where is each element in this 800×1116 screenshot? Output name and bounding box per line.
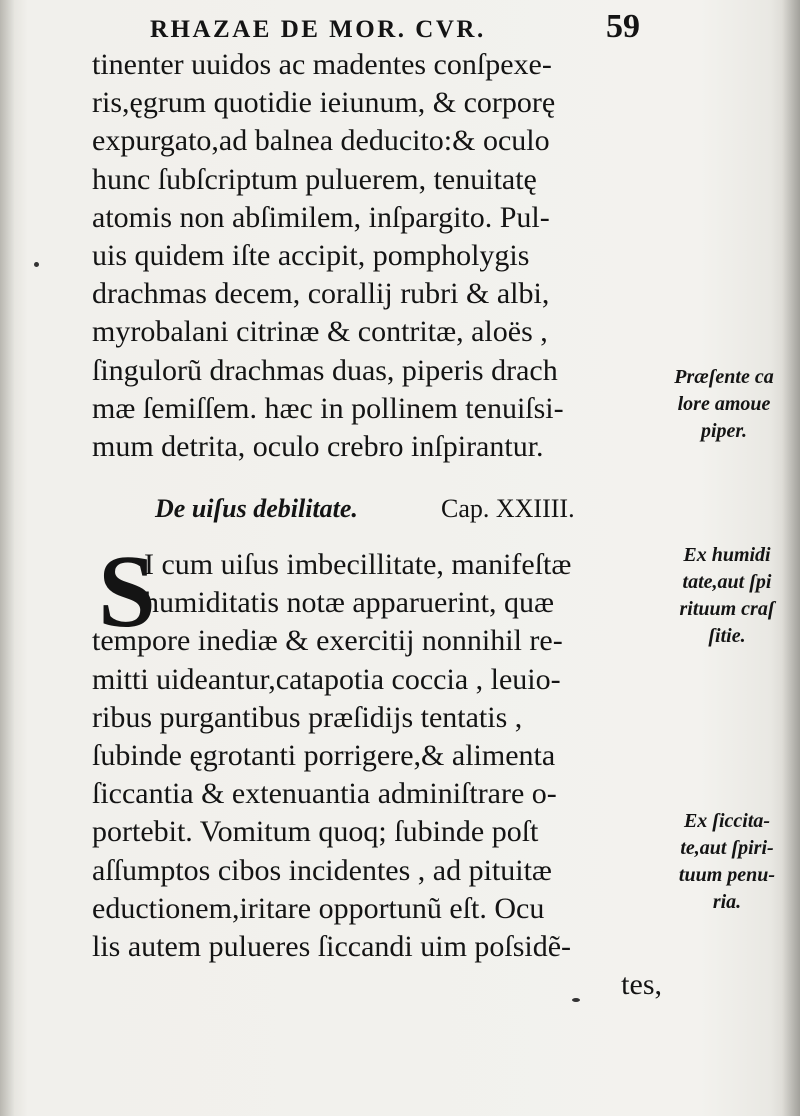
text-line: ſiccantia & extenuantia adminiſtrare o-	[92, 777, 557, 811]
chapter-heading	[155, 494, 615, 530]
running-title: RHAZAE DE MOR. CVR.	[150, 16, 486, 43]
marginal-note-1	[662, 364, 786, 445]
running-header	[150, 6, 660, 50]
marginal-line: Præſente ca	[674, 366, 774, 388]
text-line: mitti uideantur,catapotia coccia , leuio-	[92, 662, 561, 696]
marginal-line: tate,aut ſpi	[682, 571, 772, 593]
text-line: humiditatis notæ apparuerint, quæ	[144, 586, 554, 620]
marginal-line: tuum penu-	[678, 864, 776, 886]
marginal-note-3	[666, 808, 788, 916]
text-line: ſingulorũ drachmas duas, piperis drach	[92, 353, 558, 387]
text-line: atomis non abſimilem, inſpargito. Pul-	[92, 200, 550, 234]
marginal-note-2	[666, 542, 788, 650]
marginal-line: ſitie.	[708, 625, 746, 647]
text-line: hunc ſubſcriptum puluerem, tenuitatę	[92, 162, 537, 196]
marginal-line: piper.	[700, 420, 748, 442]
text-line: mum detrita, oculo crebro inſpirantur.	[92, 429, 544, 463]
marginal-line: ria.	[712, 891, 742, 913]
text-line: drachmas decem, corallij rubri & albi,	[92, 277, 550, 311]
text-line: I cum uiſus imbecillitate, manifeſtæ	[144, 548, 572, 581]
paragraph-1	[92, 46, 662, 466]
text-line: myrobalani citrinæ & contritæ, aloës ,	[92, 315, 548, 349]
text-line: ſubinde ęgrotanti porrigere,& alimenta	[92, 738, 556, 772]
paragraph-2	[92, 546, 662, 1004]
text-line: aſſumptos cibos incidentes , ad pituitæ	[92, 853, 552, 887]
text-line: tes,	[621, 968, 662, 1002]
text-line: lis autem pulueres ſiccandi uim poſsidẽ-	[92, 929, 572, 963]
text-line: uis quidem iſte accipit, pompholygis	[92, 238, 530, 272]
marginal-line: Ex ſiccita-	[683, 810, 771, 832]
page-number: 59	[606, 8, 640, 45]
text-line: tempore inediæ & exercitij nonnihil re-	[92, 624, 563, 658]
ink-speck	[34, 262, 39, 267]
page-gutter-shadow	[0, 0, 14, 1116]
chapter-number: Cap. XXIIII.	[441, 494, 575, 523]
marginal-line: lore amoue	[677, 393, 771, 415]
text-line: expurgato,ad balnea deducito:& oculo	[92, 124, 550, 158]
text-line: ris,ęgrum quotidie ieiunum, & corporę	[92, 86, 556, 120]
marginal-line: Ex humidi	[683, 544, 771, 566]
marginal-line: te,aut ſpiri-	[680, 837, 774, 859]
text-line: ribus purgantibus præſidijs tentatis ,	[92, 700, 523, 734]
chapter-title: De uiſus debilitate.	[155, 494, 358, 523]
text-line: tinenter uuidos ac madentes conſpexe-	[92, 48, 552, 81]
marginal-line: rituum craſ	[679, 598, 775, 620]
text-line: eductionem,iritare opportunũ eſt. Ocu	[92, 891, 545, 925]
text-line: mæ ſemiſſem. hæc in pollinem tenuiſsi-	[92, 391, 564, 425]
text-line: portebit. Vomitum quoq; ſubinde poſt	[92, 815, 539, 849]
ink-speck	[572, 998, 580, 1002]
drop-cap-initial: S	[98, 534, 156, 649]
